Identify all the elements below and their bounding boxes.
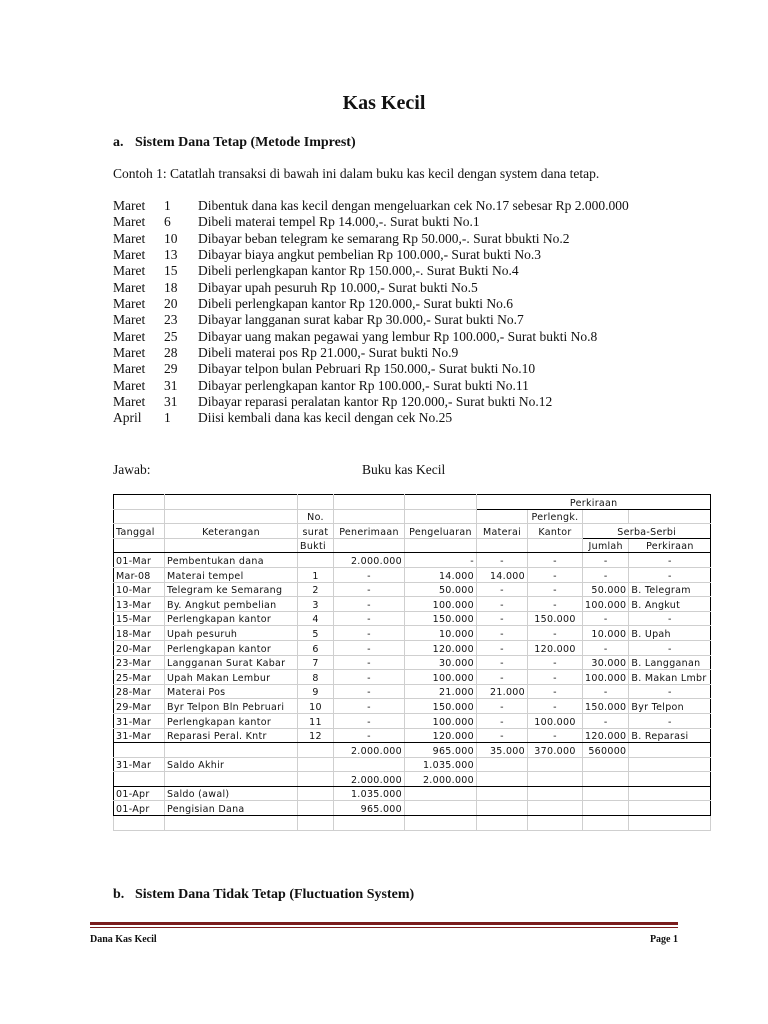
transaction-day: 10 bbox=[164, 230, 178, 246]
ledger-cell: Saldo (awal) bbox=[165, 786, 298, 801]
transaction-day: 25 bbox=[164, 328, 178, 344]
empty-row bbox=[114, 816, 711, 831]
ledger-cell: - bbox=[334, 567, 405, 582]
ledger-cell: 10.000 bbox=[583, 626, 629, 641]
table-row bbox=[114, 640, 711, 655]
ledger-cell: 28-Mar bbox=[114, 684, 165, 699]
transaction-row bbox=[113, 312, 629, 328]
ledger-cell: - bbox=[334, 597, 405, 612]
ledger-cell: 100.000 bbox=[405, 597, 477, 612]
transaction-description: Dibayar upah pesuruh Rp 10.000,- Surat bukti No.5 bbox=[198, 279, 478, 295]
ledger-cell: Perlengkapan kantor bbox=[165, 713, 298, 728]
ledger-cell: - bbox=[583, 684, 629, 699]
table-row bbox=[114, 597, 711, 612]
ledger-cell: 50.000 bbox=[405, 582, 477, 597]
footer-page-number: Page 1 bbox=[649, 934, 678, 945]
transaction-description: Dibayar reparasi peralatan kantor Rp 120.000,- Surat bukti No.12 bbox=[198, 394, 553, 410]
ledger-table bbox=[113, 494, 711, 831]
ledger-cell bbox=[298, 743, 334, 758]
transaction-row bbox=[113, 394, 629, 410]
transaction-description: Dibeli materai tempel Rp 14.000,-. Surat bukti No.1 bbox=[198, 214, 480, 230]
ledger-cell: 2.000.000 bbox=[334, 553, 405, 568]
ledger-cell bbox=[114, 743, 165, 758]
ledger-cell: - bbox=[583, 553, 629, 568]
ledger-cell bbox=[629, 743, 711, 758]
ledger-cell bbox=[114, 772, 165, 787]
transaction-row bbox=[113, 198, 629, 214]
pengisian-row bbox=[114, 801, 711, 816]
ledger-cell: 120.000 bbox=[583, 728, 629, 743]
ledger-cell bbox=[583, 757, 629, 772]
ledger-cell: B. Upah bbox=[629, 626, 711, 641]
ledger-cell: - bbox=[528, 728, 583, 743]
transaction-description: Dibayar langganan surat kabar Rp 30.000,- Surat bukti No.7 bbox=[198, 312, 524, 328]
table-row bbox=[114, 728, 711, 743]
ledger-cell: - bbox=[477, 582, 528, 597]
ledger-cell: 7 bbox=[298, 655, 334, 670]
ledger-cell: 3 bbox=[298, 597, 334, 612]
ledger-cell: 4 bbox=[298, 611, 334, 626]
ledger-cell: - bbox=[334, 684, 405, 699]
ledger-cell: 13-Mar bbox=[114, 597, 165, 612]
transaction-row bbox=[113, 345, 629, 361]
ledger-cell: 1 bbox=[298, 567, 334, 582]
header-pengeluaran: Pengeluaran bbox=[405, 524, 477, 539]
transaction-day: 23 bbox=[164, 312, 178, 328]
ledger-cell bbox=[165, 772, 298, 787]
ledger-cell: 150.000 bbox=[583, 699, 629, 714]
ledger-cell: - bbox=[477, 611, 528, 626]
ledger-cell bbox=[477, 772, 528, 787]
ledger-cell bbox=[405, 801, 477, 816]
transaction-description: Dibeli materai pos Rp 21.000,- Surat bukti No.9 bbox=[198, 345, 459, 361]
ledger-cell: 100.000 bbox=[583, 670, 629, 685]
ledger-cell: - bbox=[528, 626, 583, 641]
section-a-number: a. bbox=[113, 135, 124, 150]
page-title: Kas Kecil bbox=[342, 92, 426, 114]
ledger-cell: 6 bbox=[298, 640, 334, 655]
ledger-cell: 370.000 bbox=[528, 743, 583, 758]
ledger-cell: 20-Mar bbox=[114, 640, 165, 655]
header-keterangan: Keterangan bbox=[165, 524, 298, 539]
grand-total-row bbox=[114, 772, 711, 787]
ledger-cell: 100.000 bbox=[583, 597, 629, 612]
ledger-cell: - bbox=[334, 670, 405, 685]
ledger-cell: 9 bbox=[298, 684, 334, 699]
ledger-cell: - bbox=[629, 713, 711, 728]
ledger-cell: 560000 bbox=[583, 743, 629, 758]
ledger-cell: - bbox=[583, 713, 629, 728]
ledger-cell bbox=[298, 772, 334, 787]
transaction-row bbox=[113, 378, 629, 394]
table-row bbox=[114, 670, 711, 685]
ledger-cell bbox=[298, 757, 334, 772]
transaction-month: Maret bbox=[113, 263, 146, 279]
ledger-cell: 5 bbox=[298, 626, 334, 641]
ledger-cell bbox=[528, 772, 583, 787]
ledger-cell: 14.000 bbox=[405, 567, 477, 582]
section-a-heading bbox=[113, 135, 356, 151]
ledger-cell: 30.000 bbox=[583, 655, 629, 670]
jawab-label: Jawab: bbox=[113, 462, 151, 477]
ledger-cell: 10.000 bbox=[405, 626, 477, 641]
ledger-cell: - bbox=[629, 611, 711, 626]
ledger-cell: 100.000 bbox=[405, 713, 477, 728]
transaction-month: Maret bbox=[113, 394, 146, 410]
saldo-awal-row bbox=[114, 786, 711, 801]
table-row bbox=[114, 713, 711, 728]
ledger-cell: B. Langganan bbox=[629, 655, 711, 670]
transaction-list bbox=[113, 198, 629, 427]
ledger-cell: - bbox=[334, 713, 405, 728]
ledger-cell: 35.000 bbox=[477, 743, 528, 758]
ledger-cell: - bbox=[334, 640, 405, 655]
ledger-cell: 100.000 bbox=[528, 713, 583, 728]
transaction-day: 29 bbox=[164, 361, 178, 377]
ledger-cell: 120.000 bbox=[405, 640, 477, 655]
transaction-day: 20 bbox=[164, 296, 178, 312]
transaction-month: Maret bbox=[113, 312, 146, 328]
transaction-month: Maret bbox=[113, 328, 146, 344]
ledger-cell: 18-Mar bbox=[114, 626, 165, 641]
ledger-cell: 25-Mar bbox=[114, 670, 165, 685]
ledger-cell: - bbox=[477, 699, 528, 714]
ledger-cell: - bbox=[334, 655, 405, 670]
ledger-cell: - bbox=[528, 684, 583, 699]
header-serba-serbi: Serba-Serbi bbox=[583, 524, 711, 539]
ledger-cell: 15-Mar bbox=[114, 611, 165, 626]
ledger-title: Buku kas Kecil bbox=[362, 462, 446, 477]
ledger-cell: - bbox=[334, 626, 405, 641]
header-perlengk: Perlengk. bbox=[528, 509, 583, 524]
transaction-day: 31 bbox=[164, 394, 178, 410]
ledger-cell: - bbox=[528, 582, 583, 597]
ledger-cell: - bbox=[583, 611, 629, 626]
ledger-cell: 150.000 bbox=[405, 611, 477, 626]
section-a-text: Sistem Dana Tetap (Metode Imprest) bbox=[135, 135, 356, 150]
ledger-cell: 21.000 bbox=[405, 684, 477, 699]
ledger-cell: Perlengkapan kantor bbox=[165, 611, 298, 626]
table-row bbox=[114, 611, 711, 626]
transaction-description: Dibayar perlengkapan kantor Rp 100.000,- Surat bukti No.11 bbox=[198, 377, 529, 393]
ledger-cell: 01-Apr bbox=[114, 786, 165, 801]
transaction-description: Dibayar uang makan pegawai yang lembur Rp 100.000,- Surat bukti No.8 bbox=[198, 328, 598, 344]
ledger-cell: 30.000 bbox=[405, 655, 477, 670]
header-perkiraan-sub: Perkiraan bbox=[629, 538, 711, 553]
transaction-day: 31 bbox=[164, 377, 178, 393]
ledger-header-row-4 bbox=[114, 538, 711, 553]
ledger-cell bbox=[528, 786, 583, 801]
ledger-cell: Pembentukan dana bbox=[165, 553, 298, 568]
ledger-cell bbox=[583, 772, 629, 787]
ledger-cell: 31-Mar bbox=[114, 728, 165, 743]
ledger-cell bbox=[165, 743, 298, 758]
ledger-cell: 29-Mar bbox=[114, 699, 165, 714]
ledger-cell: Byr Telpon Bln Pebruari bbox=[165, 699, 298, 714]
ledger-cell: - bbox=[405, 553, 477, 568]
section-b-heading bbox=[113, 887, 414, 903]
ledger-cell: Materai Pos bbox=[165, 684, 298, 699]
ledger-cell: Byr Telpon bbox=[629, 699, 711, 714]
ledger-cell bbox=[629, 772, 711, 787]
ledger-cell: 11 bbox=[298, 713, 334, 728]
ledger-cell: - bbox=[528, 597, 583, 612]
transaction-description: Diisi kembali dana kas kecil dengan cek No.25 bbox=[198, 410, 453, 426]
ledger-cell bbox=[629, 801, 711, 816]
ledger-cell: 31-Mar bbox=[114, 757, 165, 772]
ledger-cell: - bbox=[583, 567, 629, 582]
ledger-cell: - bbox=[629, 640, 711, 655]
ledger-cell: - bbox=[528, 655, 583, 670]
transaction-description: Dibeli perlengkapan kantor Rp 120.000,- Surat bukti No.6 bbox=[198, 296, 513, 312]
transaction-row bbox=[113, 280, 629, 296]
intro-text: Contoh 1: Catatlah transaksi di bawah ini dalam buku kas kecil dengan system dana tetap. bbox=[113, 166, 600, 181]
header-kantor: Kantor bbox=[528, 524, 583, 539]
transaction-month: Maret bbox=[113, 247, 146, 263]
header-perkiraan: Perkiraan bbox=[477, 495, 711, 510]
section-b-number: b. bbox=[113, 887, 125, 902]
ledger-cell: 100.000 bbox=[405, 670, 477, 685]
ledger-cell: 12 bbox=[298, 728, 334, 743]
ledger-cell bbox=[528, 757, 583, 772]
transaction-day: 6 bbox=[164, 214, 171, 230]
ledger-cell: Pengisian Dana bbox=[165, 801, 298, 816]
ledger-cell: - bbox=[528, 670, 583, 685]
header-jumlah: Jumlah bbox=[583, 538, 629, 553]
ledger-cell: - bbox=[477, 728, 528, 743]
ledger-table-wrapper bbox=[113, 494, 711, 831]
ledger-header-row-2 bbox=[114, 509, 711, 524]
transaction-description: Dibentuk dana kas kecil dengan mengeluarkan cek No.17 sebesar Rp 2.000.000 bbox=[198, 198, 629, 213]
ledger-cell bbox=[298, 553, 334, 568]
ledger-cell bbox=[477, 757, 528, 772]
ledger-cell: - bbox=[528, 567, 583, 582]
transaction-row bbox=[113, 329, 629, 345]
ledger-cell: - bbox=[334, 582, 405, 597]
ledger-cell: - bbox=[528, 699, 583, 714]
transaction-day: 15 bbox=[164, 263, 178, 279]
saldo-akhir-row bbox=[114, 757, 711, 772]
transaction-month: Maret bbox=[113, 214, 146, 230]
ledger-header-row-3 bbox=[114, 524, 711, 539]
ledger-cell bbox=[583, 786, 629, 801]
ledger-cell: Upah pesuruh bbox=[165, 626, 298, 641]
header-penerimaan: Penerimaan bbox=[334, 524, 405, 539]
transaction-row bbox=[113, 214, 629, 230]
ledger-cell: 31-Mar bbox=[114, 713, 165, 728]
transaction-month: Maret bbox=[113, 230, 146, 246]
transaction-description: Dibeli perlengkapan kantor Rp 150.000,-. Surat Bukti No.4 bbox=[198, 263, 519, 279]
ledger-cell: 150.000 bbox=[405, 699, 477, 714]
transaction-row bbox=[113, 247, 629, 263]
ledger-cell bbox=[298, 786, 334, 801]
ledger-cell: 2.000.000 bbox=[334, 772, 405, 787]
ledger-cell: 01-Mar bbox=[114, 553, 165, 568]
ledger-cell: Materai tempel bbox=[165, 567, 298, 582]
transaction-row bbox=[113, 361, 629, 377]
table-row bbox=[114, 684, 711, 699]
ledger-cell bbox=[477, 786, 528, 801]
ledger-cell bbox=[528, 801, 583, 816]
ledger-cell bbox=[477, 801, 528, 816]
transaction-month: Maret bbox=[113, 279, 146, 295]
table-row bbox=[114, 655, 711, 670]
ledger-cell: 2 bbox=[298, 582, 334, 597]
ledger-cell bbox=[405, 786, 477, 801]
transaction-description: Dibayar beban telegram ke semarang Rp 50.000,-. Surat bbukti No.2 bbox=[198, 230, 570, 246]
ledger-cell: 150.000 bbox=[528, 611, 583, 626]
transaction-day: 18 bbox=[164, 279, 178, 295]
header-bukti: Bukti bbox=[298, 538, 334, 553]
ledger-cell: Perlengkapan kantor bbox=[165, 640, 298, 655]
ledger-cell: - bbox=[477, 713, 528, 728]
ledger-cell: 8 bbox=[298, 670, 334, 685]
ledger-cell bbox=[298, 801, 334, 816]
ledger-cell: Upah Makan Lembur bbox=[165, 670, 298, 685]
footer-left-text: Dana Kas Kecil bbox=[90, 934, 157, 945]
table-row bbox=[114, 626, 711, 641]
transaction-description: Dibayar biaya angkut pembelian Rp 100.000,- Surat bukti No.3 bbox=[198, 247, 542, 263]
ledger-cell: - bbox=[334, 728, 405, 743]
ledger-cell: 2.000.000 bbox=[405, 772, 477, 787]
ledger-cell: 965.000 bbox=[334, 801, 405, 816]
ledger-cell: Langganan Surat Kabar bbox=[165, 655, 298, 670]
ledger-cell: - bbox=[477, 553, 528, 568]
table-row bbox=[114, 553, 711, 568]
ledger-cell: - bbox=[477, 597, 528, 612]
ledger-cell: - bbox=[477, 670, 528, 685]
ledger-cell: 10-Mar bbox=[114, 582, 165, 597]
ledger-cell: - bbox=[528, 553, 583, 568]
ledger-cell: - bbox=[629, 567, 711, 582]
totals-row bbox=[114, 743, 711, 758]
ledger-cell: Mar-08 bbox=[114, 567, 165, 582]
table-row bbox=[114, 582, 711, 597]
ledger-cell: - bbox=[629, 553, 711, 568]
ledger-cell: - bbox=[334, 611, 405, 626]
ledger-cell: 2.000.000 bbox=[334, 743, 405, 758]
ledger-cell: B. Telegram bbox=[629, 582, 711, 597]
ledger-cell: B. Reparasi bbox=[629, 728, 711, 743]
ledger-cell bbox=[334, 757, 405, 772]
ledger-cell: - bbox=[477, 640, 528, 655]
ledger-cell: - bbox=[334, 699, 405, 714]
transaction-row bbox=[113, 231, 629, 247]
transaction-month: Maret bbox=[113, 361, 146, 377]
ledger-cell bbox=[629, 786, 711, 801]
ledger-cell: - bbox=[477, 655, 528, 670]
ledger-cell: 1.035.000 bbox=[334, 786, 405, 801]
footer-rule-thin bbox=[90, 927, 678, 928]
ledger-cell bbox=[629, 757, 711, 772]
header-no: No. bbox=[298, 509, 334, 524]
ledger-cell: By. Angkut pembelian bbox=[165, 597, 298, 612]
ledger-cell: 14.000 bbox=[477, 567, 528, 582]
transaction-month: April bbox=[113, 410, 142, 426]
ledger-header-row-1 bbox=[114, 495, 711, 510]
transaction-day: 28 bbox=[164, 345, 178, 361]
transaction-row bbox=[113, 263, 629, 279]
ledger-cell: 965.000 bbox=[405, 743, 477, 758]
ledger-cell: - bbox=[629, 684, 711, 699]
table-row bbox=[114, 699, 711, 714]
ledger-cell bbox=[583, 801, 629, 816]
transaction-row bbox=[113, 410, 629, 426]
ledger-cell: Reparasi Peral. Kntr bbox=[165, 728, 298, 743]
table-row bbox=[114, 567, 711, 582]
ledger-cell: 120.000 bbox=[405, 728, 477, 743]
transaction-month: Maret bbox=[113, 345, 146, 361]
transaction-day: 1 bbox=[164, 410, 171, 426]
ledger-cell: Telegram ke Semarang bbox=[165, 582, 298, 597]
ledger-cell: 50.000 bbox=[583, 582, 629, 597]
ledger-cell: 10 bbox=[298, 699, 334, 714]
header-surat: surat bbox=[298, 524, 334, 539]
transaction-day: 13 bbox=[164, 247, 178, 263]
footer-rule bbox=[90, 922, 678, 925]
transaction-day: 1 bbox=[164, 198, 171, 213]
header-materai: Materai bbox=[477, 524, 528, 539]
ledger-cell: Saldo Akhir bbox=[165, 757, 298, 772]
header-tanggal: Tanggal bbox=[114, 524, 165, 539]
ledger-cell: 01-Apr bbox=[114, 801, 165, 816]
ledger-cell: B. Makan Lmbr bbox=[629, 670, 711, 685]
ledger-cell: - bbox=[583, 640, 629, 655]
transaction-month: Maret bbox=[113, 296, 146, 312]
section-b-text: Sistem Dana Tidak Tetap (Fluctuation System) bbox=[135, 887, 415, 902]
transaction-row bbox=[113, 296, 629, 312]
transaction-description: Dibayar telpon bulan Pebruari Rp 150.000,- Surat bukti No.10 bbox=[198, 361, 536, 377]
transaction-month: Maret bbox=[113, 377, 146, 393]
transaction-month: Maret bbox=[113, 198, 146, 213]
ledger-cell: 120.000 bbox=[528, 640, 583, 655]
ledger-cell: B. Angkut bbox=[629, 597, 711, 612]
ledger-cell: 23-Mar bbox=[114, 655, 165, 670]
ledger-cell: - bbox=[477, 626, 528, 641]
ledger-cell: 1.035.000 bbox=[405, 757, 477, 772]
ledger-cell: 21.000 bbox=[477, 684, 528, 699]
